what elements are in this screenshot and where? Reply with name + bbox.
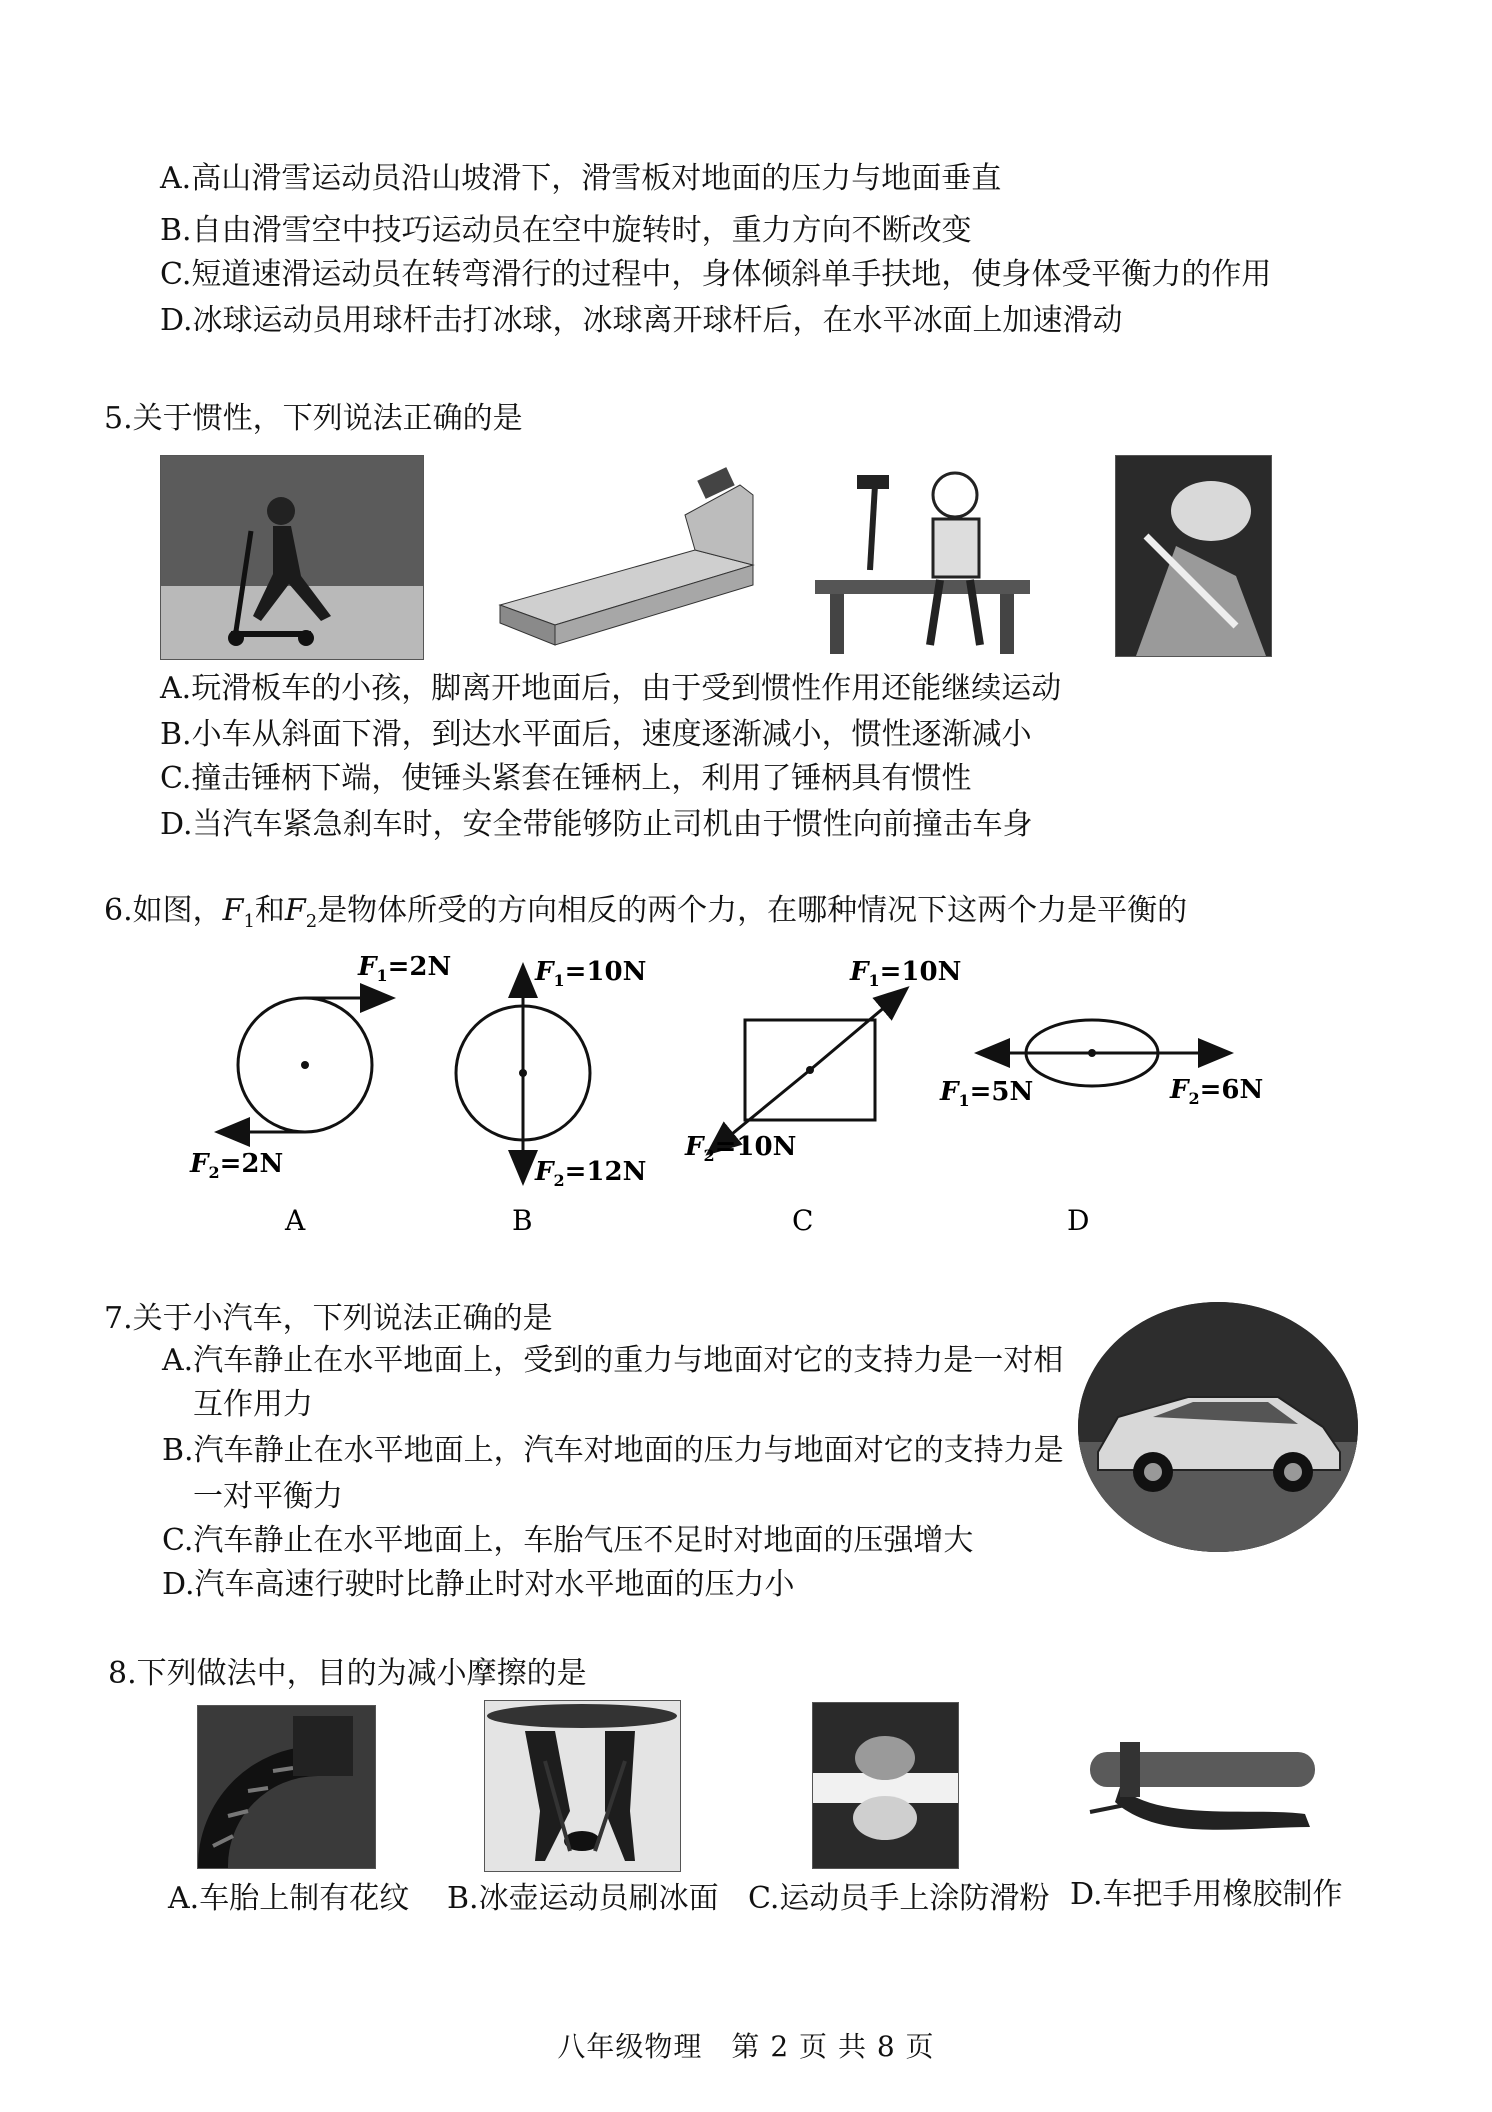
q5-stem: 5.关于惯性，下列说法正确的是 <box>104 401 523 436</box>
diagram-b <box>456 957 646 1190</box>
q7-option-a: A.汽车静止在水平地面上，受到的重力与地面对它的支持力是一对相 <box>162 1343 1064 1378</box>
chalk-hands-photo <box>812 1702 959 1869</box>
q4-option-d: D.冰球运动员用球杆击打冰球，冰球离开球杆后，在水平冰面上加速滑动 <box>160 303 1123 338</box>
q5-option-c: C.撞击锤柄下端，使锤头紧套在锤柄上，利用了锤柄具有惯性 <box>160 761 972 796</box>
q7-option-a-cont: 互作用力 <box>193 1387 313 1422</box>
svg-text:F1=2N: $F_1=2N$ <box>358 952 452 985</box>
curling-photo <box>484 1700 681 1872</box>
q8-caption-a: A.车胎上制有花纹 <box>168 1881 410 1916</box>
ramp-cart-illustration <box>495 455 757 650</box>
diagram-a <box>189 952 451 1182</box>
q7-option-c: C.汽车静止在水平地面上，车胎气压不足时对地面的压强增大 <box>162 1523 974 1558</box>
q7-option-b-cont: 一对平衡力 <box>193 1479 343 1514</box>
diagram-d-label: D <box>1067 1204 1090 1237</box>
q5-option-d: D.当汽车紧急刹车时，安全带能够防止司机由于惯性向前撞击车身 <box>160 807 1033 842</box>
tire-tread-photo <box>197 1705 376 1869</box>
q8-caption-d: D.车把手用橡胶制作 <box>1070 1877 1343 1912</box>
q7-option-b: B.汽车静止在水平地面上，汽车对地面的压力与地面对它的支持力是 <box>162 1433 1064 1468</box>
svg-text:F1=10N: $F_1=10N$ <box>850 957 962 990</box>
diagram-c <box>684 957 961 1165</box>
car-photo <box>1078 1302 1358 1552</box>
q5-option-a: A.玩滑板车的小孩，脚离开地面后，由于受到惯性作用还能继续运动 <box>160 671 1062 706</box>
q6-stem: 6.如图，$F_1$和$F_2$是物体所受的方向相反的两个力，在哪种情况下这两个力是平衡的 <box>104 893 1188 932</box>
force-diagrams <box>0 940 1492 1260</box>
diagram-c-label: C <box>792 1204 814 1237</box>
hammer-illustration <box>815 455 1030 655</box>
q7-stem: 7.关于小汽车，下列说法正确的是 <box>104 1301 553 1336</box>
svg-text:F2=12N: $F_2=12N$ <box>535 1157 647 1190</box>
svg-text:F1=10N: $F_1=10N$ <box>535 957 647 990</box>
page-footer: 八年级物理 第 2 页 共 8 页 <box>557 2030 935 2063</box>
scooter-photo <box>160 455 424 660</box>
svg-text:F2=10N: $F_2=10N$ <box>685 1132 797 1165</box>
q4-option-a: A.高山滑雪运动员沿山坡滑下，滑雪板对地面的压力与地面垂直 <box>160 161 1002 196</box>
diagram-b-label: B <box>512 1204 533 1237</box>
q8-caption-b: B.冰壶运动员刷冰面 <box>447 1881 719 1916</box>
q7-option-d: D.汽车高速行驶时比静止时对水平地面的压力小 <box>162 1567 795 1602</box>
q5-option-b: B.小车从斜面下滑，到达水平面后，速度逐渐减小，惯性逐渐减小 <box>160 717 1032 752</box>
bike-handle-photo <box>1080 1732 1320 1842</box>
q8-stem: 8.下列做法中，目的为减小摩擦的是 <box>108 1656 587 1691</box>
diagram-a-center-dot <box>301 1061 309 1069</box>
diagram-d <box>939 1020 1263 1110</box>
q4-option-b: B.自由滑雪空中技巧运动员在空中旋转时，重力方向不断改变 <box>160 213 972 248</box>
svg-text:F1=5N: $F_1=5N$ <box>940 1077 1034 1110</box>
svg-text:F2=2N: $F_2=2N$ <box>190 1149 284 1182</box>
q8-caption-c: C.运动员手上涂防滑粉 <box>748 1881 1050 1916</box>
q4-option-c: C.短道速滑运动员在转弯滑行的过程中，身体倾斜单手扶地，使身体受平衡力的作用 <box>160 257 1272 292</box>
svg-text:F2=6N: $F_2=6N$ <box>1170 1075 1264 1108</box>
seatbelt-photo <box>1115 455 1272 657</box>
diagram-a-label: A <box>285 1204 306 1237</box>
